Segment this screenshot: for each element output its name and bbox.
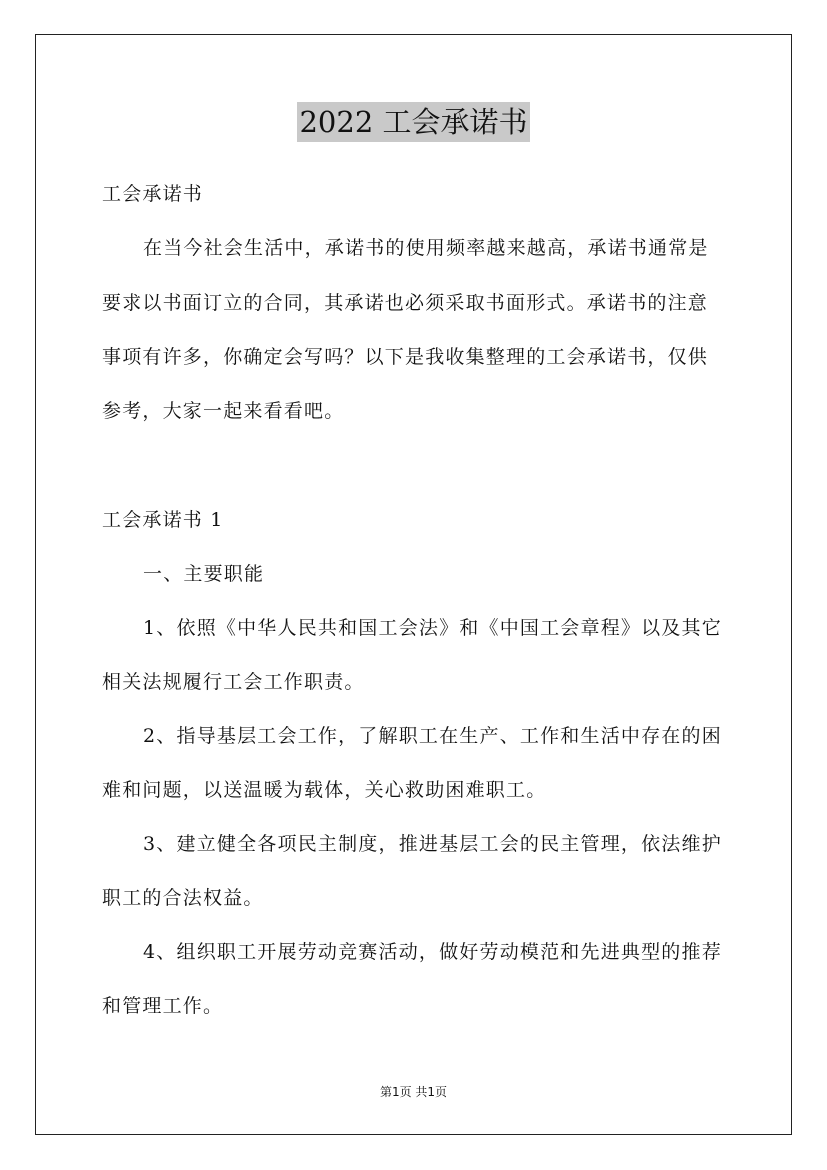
paragraph-line: 3、建立健全各项民主制度，推进基层工会的民主管理，依法维护 bbox=[143, 833, 722, 855]
paragraph-line: 要求以书面订立的合同，其承诺也必须采取书面形式。承诺书的注意 bbox=[102, 292, 709, 314]
paragraph-line: 在当今社会生活中，承诺书的使用频率越来越高，承诺书通常是 bbox=[143, 237, 709, 259]
document-title: 2022 工会承诺书 bbox=[297, 102, 529, 142]
paragraph-line: 事项有许多，你确定会写吗？以下是我收集整理的工会承诺书，仅供 bbox=[102, 346, 709, 368]
paragraph-line: 参考，大家一起来看看吧。 bbox=[102, 400, 345, 422]
section-heading: 工会承诺书 1 bbox=[102, 509, 224, 531]
paragraph-line: 相关法规履行工会工作职责。 bbox=[102, 671, 365, 693]
paragraph-line: 2、指导基层工会工作，了解职工在生产、工作和生活中存在的困 bbox=[143, 725, 722, 747]
paragraph-line: 和管理工作。 bbox=[102, 995, 224, 1017]
paragraph-line: 难和问题，以送温暖为载体，关心救助困难职工。 bbox=[102, 779, 547, 801]
title-container bbox=[0, 102, 827, 142]
section-heading: 工会承诺书 bbox=[102, 183, 204, 205]
paragraph-line: 职工的合法权益。 bbox=[102, 887, 264, 909]
paragraph-line: 1、依照《中华人民共和国工会法》和《中国工会章程》以及其它 bbox=[143, 617, 722, 639]
page-footer: 第1页 共1页 bbox=[379, 1085, 448, 1099]
paragraph-line: 4、组织职工开展劳动竞赛活动，做好劳动模范和先进典型的推荐 bbox=[143, 941, 722, 963]
subsection-heading: 一、主要职能 bbox=[143, 563, 265, 585]
